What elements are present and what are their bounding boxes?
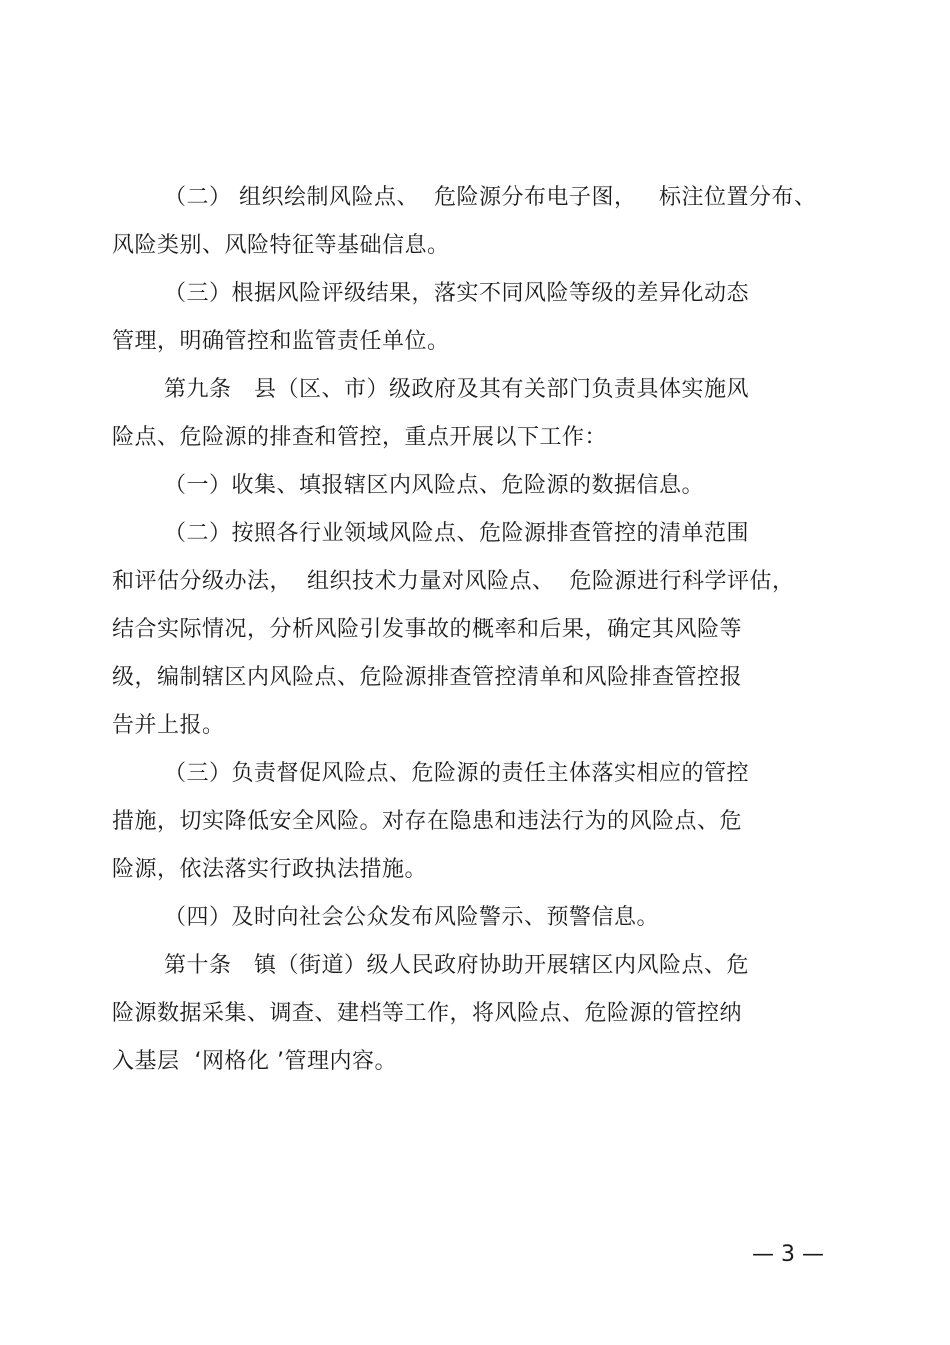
paragraph-line: 入基层 ‘网格化 ’管理内容。 — [112, 1049, 397, 1074]
paragraph-line: （一）收集、填报辖区内风险点、危险源的数据信息。 — [164, 473, 705, 498]
paragraph-line: 险点、危险源的排查和管控，重点开展以下工作： — [112, 425, 608, 450]
paragraph-line: （三）根据风险评级结果，落实不同风险等级的差异化动态 — [164, 281, 750, 306]
paragraph-line: 措施，切实降低安全风险。对存在隐患和违法行为的风险点、危 — [112, 809, 743, 834]
paragraph-line: （四）及时向社会公众发布风险警示、预警信息。 — [164, 905, 660, 930]
paragraph-line: （三）负责督促风险点、危险源的责任主体落实相应的管控 — [164, 761, 750, 786]
article-heading-line: 第九条 县（区、市）级政府及其有关部门负责具体实施风 — [164, 377, 749, 402]
paragraph-line: 级，编制辖区内风险点、危险源排查管控清单和风险排查管控报 — [112, 665, 743, 690]
paragraph-line: 险源，依法落实行政执法措施。 — [112, 857, 428, 882]
article-heading-line: 第十条 镇（街道）级人民政府协助开展辖区内风险点、危 — [164, 953, 749, 978]
paragraph-line: 风险类别、风险特征等基础信息。 — [112, 233, 450, 258]
paragraph-line: （二）按照各行业领域风险点、危险源排查管控的清单范围 — [164, 521, 750, 546]
page-number: — 3 — — [752, 1242, 824, 1267]
paragraph-line: 险源数据采集、调查、建档等工作，将风险点、危险源的管控纳 — [112, 1001, 743, 1026]
paragraph-line: （二） 组织绘制风险点、 危险源分布电子图， 标注位置分布、 — [164, 185, 817, 210]
paragraph-line: 告并上报。 — [112, 713, 225, 738]
paragraph-line: 管理，明确管控和监管责任单位。 — [112, 329, 450, 354]
paragraph-line: 和评估分级办法， 组织技术力量对风险点、 危险源进行科学评估， — [112, 569, 795, 594]
paragraph-line: 结合实际情况，分析风险引发事故的概率和后果，确定其风险等 — [112, 617, 743, 642]
